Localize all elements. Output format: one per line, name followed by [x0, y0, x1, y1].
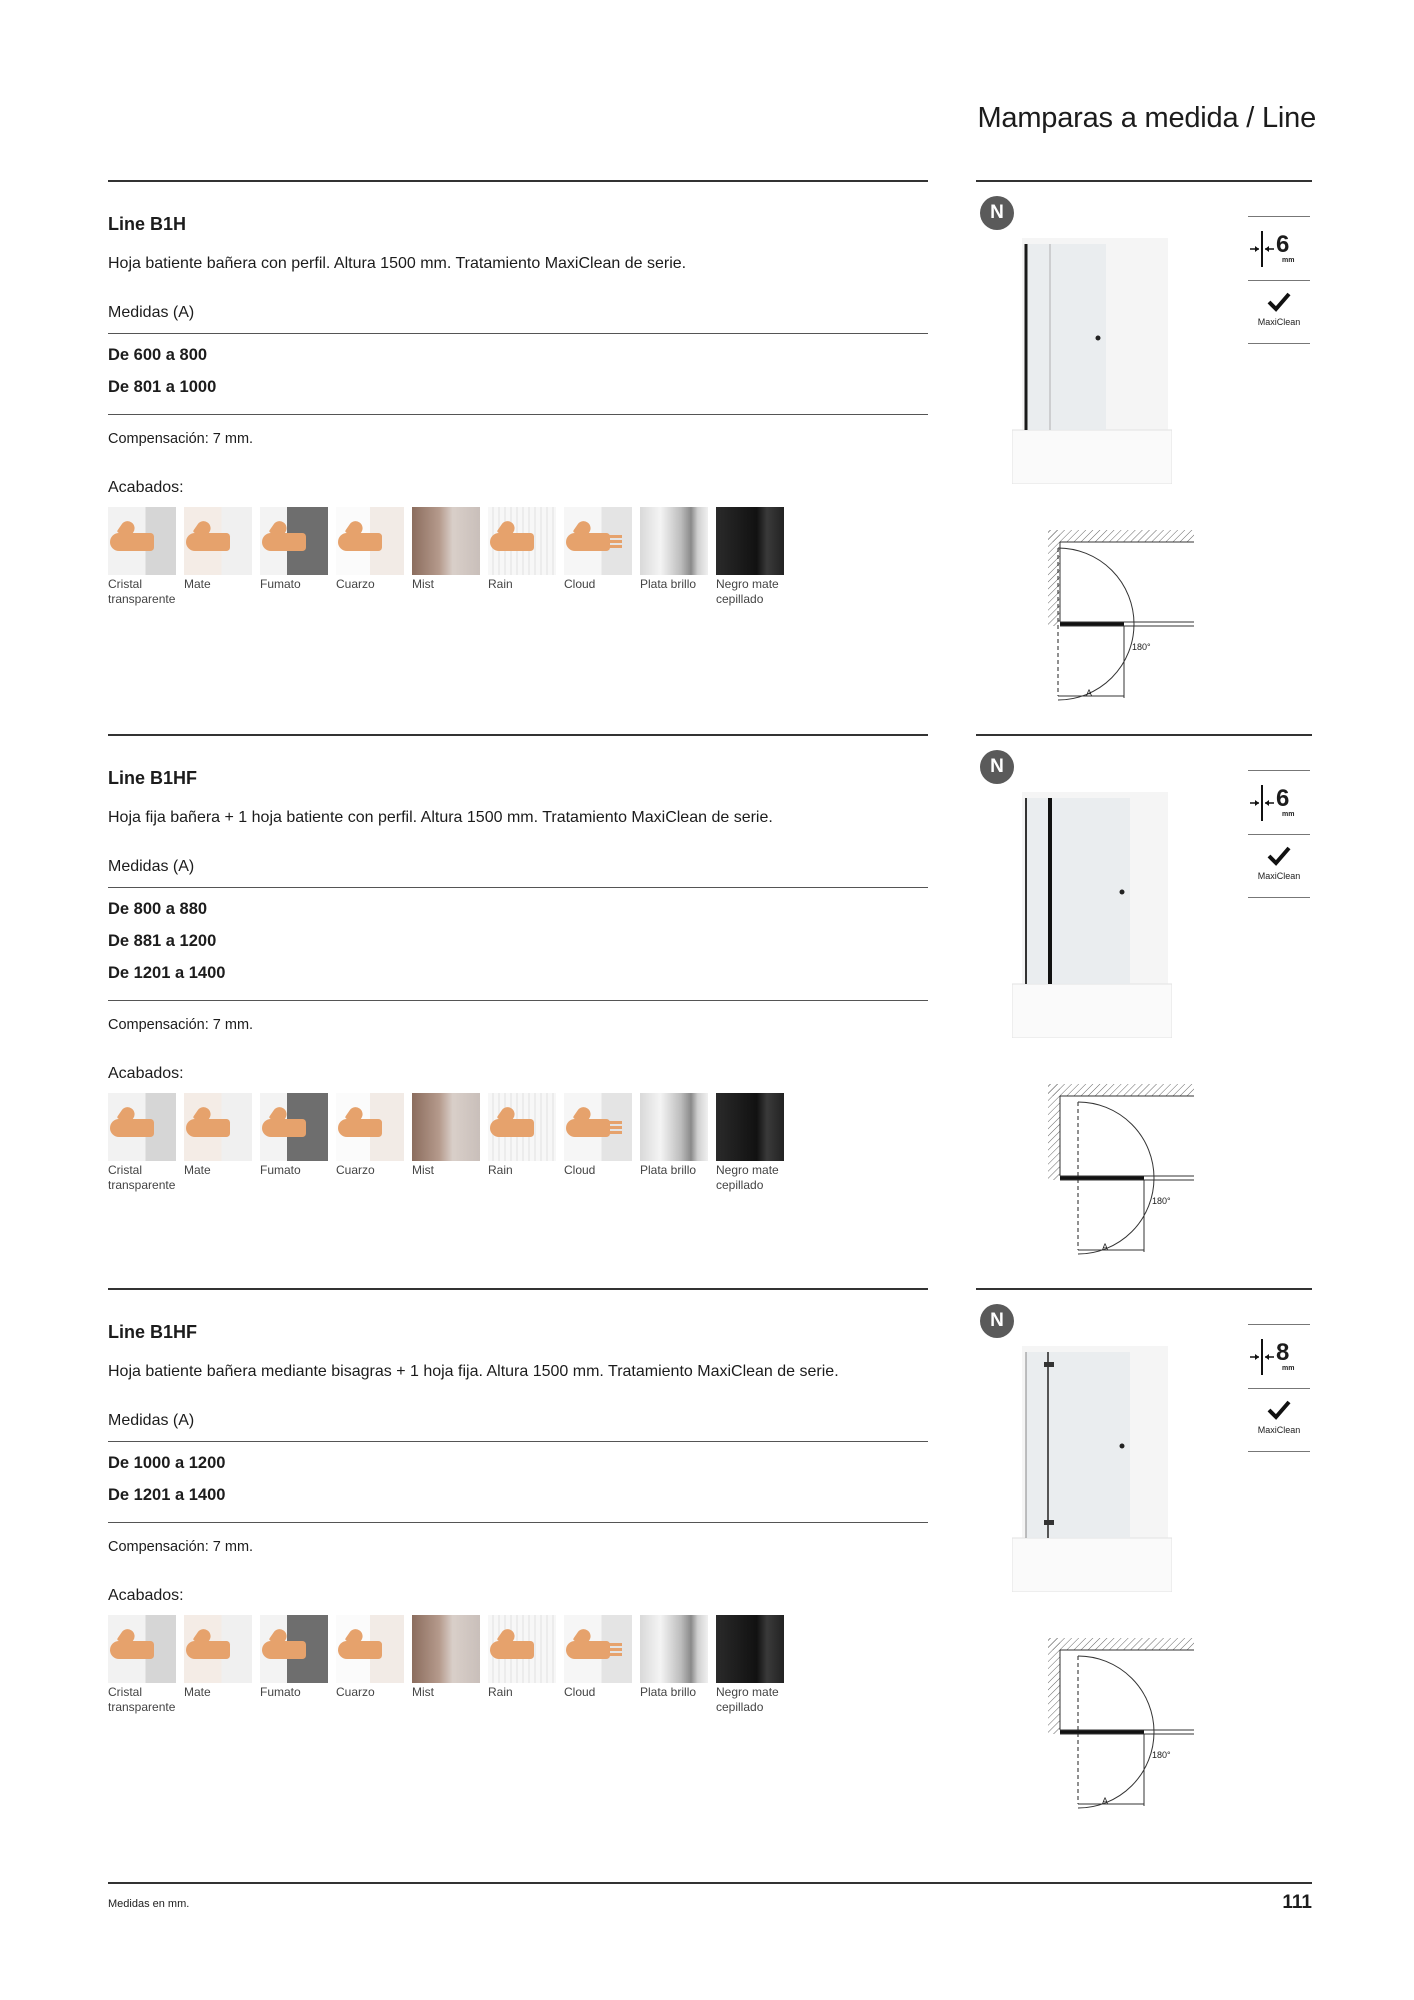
finish-swatch-image	[564, 1093, 632, 1161]
finish-swatch	[412, 1615, 488, 1715]
product-extras	[108, 413, 928, 607]
finishes-row	[108, 1093, 928, 1193]
measures-label: Medidas (A)	[108, 858, 195, 875]
finish-swatch	[108, 507, 184, 607]
product-extras	[108, 1521, 928, 1715]
product-info	[108, 734, 928, 1290]
thickness-unit: mm	[1282, 811, 1295, 818]
finish-swatch-image	[184, 1093, 252, 1161]
finish-name: Cloud	[564, 577, 596, 591]
finish-name: Rain	[488, 1163, 513, 1177]
thickness-value: 8	[1276, 1339, 1290, 1366]
measure-row: De 1201 a 1400	[108, 964, 226, 982]
fingers-icon	[594, 535, 622, 549]
finish-swatch	[716, 1615, 792, 1715]
finish-name: Mate	[184, 1163, 211, 1177]
maxiclean-label: MaxiClean	[1257, 1425, 1301, 1435]
plan-diagram	[1040, 526, 1200, 706]
finish-swatch-image	[184, 507, 252, 575]
finish-swatch	[184, 1615, 260, 1715]
compensation-text: Compensación: 7 mm.	[108, 1017, 254, 1033]
hand-icon	[490, 1119, 534, 1137]
finish-swatch-image	[412, 1093, 480, 1161]
measure-row: De 1201 a 1400	[108, 1486, 226, 1504]
finish-swatch-image	[564, 1615, 632, 1683]
product-section	[0, 734, 1414, 1290]
check-icon	[1266, 291, 1292, 313]
fingers-icon	[594, 1121, 622, 1135]
finish-swatch-image	[640, 507, 708, 575]
angle-label: 180°	[1152, 1196, 1171, 1206]
product-info	[108, 180, 928, 736]
finish-name: Rain	[488, 1685, 513, 1699]
angle-label: 180°	[1152, 1750, 1171, 1760]
finish-name: Cuarzo	[336, 577, 375, 591]
check-icon	[1266, 1399, 1292, 1421]
finish-swatch	[488, 1615, 564, 1715]
finish-swatch	[260, 1615, 336, 1715]
finish-swatch	[336, 1093, 412, 1193]
finish-swatch	[716, 1093, 792, 1193]
product-title: Line B1H	[108, 214, 187, 234]
product-title: Line B1HF	[108, 1322, 198, 1342]
finishes-label: Acabados:	[108, 1587, 184, 1604]
section-divider	[108, 180, 928, 182]
fingers-icon	[594, 1643, 622, 1657]
finish-name: Fumato	[260, 1163, 301, 1177]
hand-icon	[490, 1641, 534, 1659]
product-info	[108, 1288, 928, 1844]
finish-name: Mist	[412, 1163, 434, 1177]
finish-swatch-image	[412, 507, 480, 575]
finish-swatch-image	[108, 1615, 176, 1683]
finish-name: Cristal transparente	[108, 577, 176, 606]
feature-icons	[1248, 216, 1310, 344]
finish-swatch-image	[412, 1615, 480, 1683]
finish-name: Cristal transparente	[108, 1163, 176, 1192]
product-description: Hoja batiente bañera mediante bisagras + 1 hoja fija. Altura 1500 mm. Tratamiento MaxiClean de serie.	[108, 1363, 839, 1380]
measures-table	[108, 333, 928, 415]
finish-swatch	[488, 507, 564, 607]
product-visuals	[976, 1288, 1312, 1844]
finish-swatch-image	[336, 1093, 404, 1161]
finish-name: Mate	[184, 577, 211, 591]
thickness-value: 6	[1276, 785, 1290, 812]
page-number: 111	[1282, 1892, 1312, 1913]
finish-swatch-image	[108, 507, 176, 575]
maxiclean-label: MaxiClean	[1257, 871, 1301, 881]
measure-row: De 801 a 1000	[108, 378, 217, 396]
product-section	[0, 180, 1414, 736]
hand-icon	[186, 533, 230, 551]
finish-swatch	[260, 507, 336, 607]
finish-name: Negro mate cepillado	[716, 577, 779, 606]
finish-swatch-image	[640, 1093, 708, 1161]
finish-name: Mist	[412, 1685, 434, 1699]
finishes-row	[108, 507, 928, 607]
finish-swatch	[640, 1615, 716, 1715]
measure-row: De 1000 a 1200	[108, 1454, 226, 1472]
finish-swatch	[564, 1093, 640, 1193]
check-icon	[1266, 845, 1292, 867]
maxiclean-badge	[1248, 280, 1310, 344]
product-visuals	[976, 734, 1312, 1290]
finish-swatch	[564, 507, 640, 607]
compensation-text: Compensación: 7 mm.	[108, 1539, 254, 1555]
measures-label: Medidas (A)	[108, 304, 195, 321]
finish-swatch	[108, 1615, 184, 1715]
glass-thickness-icon	[1248, 216, 1310, 280]
new-badge: N	[980, 1304, 1014, 1338]
finish-swatch	[640, 507, 716, 607]
glass-thickness-icon	[1248, 770, 1310, 834]
finish-swatch-image	[564, 507, 632, 575]
measure-row: De 881 a 1200	[108, 932, 217, 950]
measures-label: Medidas (A)	[108, 1412, 195, 1429]
plan-diagram	[1040, 1634, 1200, 1814]
maxiclean-label: MaxiClean	[1257, 317, 1301, 327]
section-divider	[976, 1288, 1312, 1290]
finish-name: Cloud	[564, 1163, 596, 1177]
finish-name: Mist	[412, 577, 434, 591]
feature-icons	[1248, 770, 1310, 898]
finish-name: Negro mate cepillado	[716, 1685, 779, 1714]
finish-name: Fumato	[260, 577, 301, 591]
finish-swatch	[184, 1093, 260, 1193]
product-description: Hoja fija bañera + 1 hoja batiente con perfil. Altura 1500 mm. Tratamiento MaxiClean de serie.	[108, 809, 773, 826]
finish-name: Mate	[184, 1685, 211, 1699]
footer-divider	[108, 1882, 1312, 1884]
finishes-label: Acabados:	[108, 1065, 184, 1082]
hand-icon	[338, 1641, 382, 1659]
finish-name: Fumato	[260, 1685, 301, 1699]
footnote: Medidas en mm.	[108, 1898, 190, 1910]
section-divider	[108, 734, 928, 736]
finish-swatch-image	[336, 507, 404, 575]
finishes-row	[108, 1615, 928, 1715]
finish-swatch	[564, 1615, 640, 1715]
thickness-unit: mm	[1282, 1365, 1295, 1372]
hand-icon	[490, 533, 534, 551]
finish-swatch	[412, 507, 488, 607]
hand-icon	[110, 1119, 154, 1137]
finish-swatch-image	[488, 1615, 556, 1683]
finish-name: Plata brillo	[640, 577, 697, 591]
shower-screen-image	[1012, 788, 1172, 1038]
finish-swatch	[640, 1093, 716, 1193]
finish-swatch	[336, 507, 412, 607]
measures-table	[108, 887, 928, 1001]
finish-swatch	[184, 507, 260, 607]
finish-swatch-image	[260, 1615, 328, 1683]
finish-name: Rain	[488, 577, 513, 591]
hand-icon	[262, 533, 306, 551]
hand-icon	[110, 533, 154, 551]
hand-icon	[262, 1119, 306, 1137]
feature-icons	[1248, 1324, 1310, 1452]
finish-swatch	[260, 1093, 336, 1193]
product-section	[0, 1288, 1414, 1844]
finishes-label: Acabados:	[108, 479, 184, 496]
product-description: Hoja batiente bañera con perfil. Altura 1500 mm. Tratamiento MaxiClean de serie.	[108, 255, 687, 272]
thickness-value: 6	[1276, 231, 1290, 258]
finish-swatch-image	[184, 1615, 252, 1683]
product-visuals	[976, 180, 1312, 736]
glass-thickness-icon	[1248, 1324, 1310, 1388]
finish-name: Plata brillo	[640, 1685, 697, 1699]
hand-icon	[186, 1641, 230, 1659]
finish-name: Cristal transparente	[108, 1685, 176, 1714]
compensation-text: Compensación: 7 mm.	[108, 431, 254, 447]
finish-name: Cuarzo	[336, 1163, 375, 1177]
finish-swatch-image	[716, 507, 784, 575]
finish-swatch	[412, 1093, 488, 1193]
finish-swatch-image	[108, 1093, 176, 1161]
section-divider	[108, 1288, 928, 1290]
measure-row: De 600 a 800	[108, 346, 208, 364]
dimension-label: A	[1102, 1796, 1109, 1806]
hand-icon	[338, 1119, 382, 1137]
plan-diagram	[1040, 1080, 1200, 1260]
page-title: Mamparas a medida / Line	[977, 102, 1316, 134]
finish-name: Plata brillo	[640, 1163, 697, 1177]
finish-swatch-image	[336, 1615, 404, 1683]
finish-swatch	[108, 1093, 184, 1193]
finish-swatch-image	[260, 1093, 328, 1161]
maxiclean-badge	[1248, 1388, 1310, 1452]
finish-swatch	[716, 507, 792, 607]
product-title: Line B1HF	[108, 768, 198, 788]
finish-swatch-image	[716, 1615, 784, 1683]
finish-swatch-image	[716, 1093, 784, 1161]
finish-swatch-image	[488, 1093, 556, 1161]
product-extras	[108, 999, 928, 1193]
hand-icon	[110, 1641, 154, 1659]
hand-icon	[338, 533, 382, 551]
maxiclean-badge	[1248, 834, 1310, 898]
shower-screen-image	[1012, 1342, 1172, 1592]
new-badge: N	[980, 750, 1014, 784]
finish-swatch	[488, 1093, 564, 1193]
angle-label: 180°	[1132, 642, 1151, 652]
shower-screen-image	[1012, 234, 1172, 484]
finish-swatch-image	[640, 1615, 708, 1683]
section-divider	[976, 180, 1312, 182]
finish-swatch-image	[488, 507, 556, 575]
finish-name: Cuarzo	[336, 1685, 375, 1699]
finish-swatch	[336, 1615, 412, 1715]
finish-swatch-image	[260, 507, 328, 575]
thickness-unit: mm	[1282, 257, 1295, 264]
hand-icon	[262, 1641, 306, 1659]
hand-icon	[186, 1119, 230, 1137]
dimension-label: A	[1086, 688, 1093, 698]
finish-name: Negro mate cepillado	[716, 1163, 779, 1192]
measures-table	[108, 1441, 928, 1523]
dimension-label: A	[1102, 1242, 1109, 1252]
new-badge: N	[980, 196, 1014, 230]
finish-name: Cloud	[564, 1685, 596, 1699]
measure-row: De 800 a 880	[108, 900, 208, 918]
section-divider	[976, 734, 1312, 736]
